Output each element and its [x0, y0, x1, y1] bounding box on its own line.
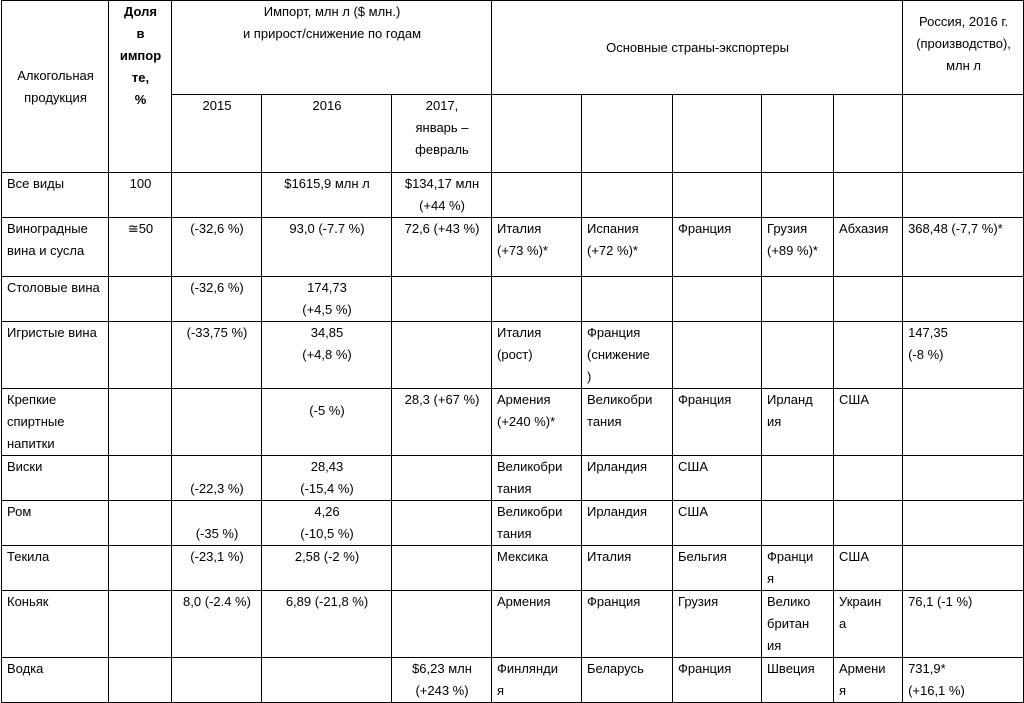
- cell-exporter: [834, 173, 903, 218]
- header-russia-line: Россия, 2016 г.: [918, 14, 1009, 29]
- cell-exporter: [673, 322, 762, 389]
- cell-2017: [392, 546, 492, 591]
- header-russia: [903, 1, 1024, 95]
- cell-2016: 174,73 (+4,5 %): [262, 277, 392, 322]
- cell-exporter: [673, 277, 762, 322]
- cell-share: ≅50: [109, 218, 172, 277]
- table-row: [2, 546, 1024, 591]
- cell-exporter: Армения: [492, 591, 582, 658]
- table-row: [2, 456, 1024, 501]
- table-row: [2, 218, 1024, 277]
- cell-exporter: [582, 173, 673, 218]
- cell-exporter: США: [834, 546, 903, 591]
- table-row: [2, 591, 1024, 658]
- cell-2015: [172, 389, 262, 456]
- cell-share: [109, 591, 172, 658]
- cell-2017: [392, 501, 492, 546]
- cell-exporter: Армени я: [834, 658, 903, 703]
- cell-exporter: Франци я: [762, 546, 834, 591]
- cell-exporter: [762, 277, 834, 322]
- cell-exporter: [582, 277, 673, 322]
- cell-russia: 731,9* (+16,1 %): [903, 658, 1024, 703]
- cell-exporter: [762, 322, 834, 389]
- table-row: [2, 501, 1024, 546]
- cell-exporter: [834, 456, 903, 501]
- header-year-2015: 2015: [172, 95, 262, 173]
- cell-2016: 34,85 (+4,8 %): [262, 322, 392, 389]
- cell-exporter: Италия (+73 %)*: [492, 218, 582, 277]
- table-row: [2, 322, 1024, 389]
- cell-exporter: Франция: [582, 591, 673, 658]
- header-blank: [903, 95, 1024, 173]
- cell-2017: 72,6 (+43 %): [392, 218, 492, 277]
- header-year-2017-line: январь –: [415, 120, 469, 135]
- header-exporters: Основные страны-экспортеры: [492, 1, 903, 95]
- header-russia-line: млн л: [946, 58, 982, 73]
- header-share: [109, 1, 172, 173]
- cell-2016: 4,26 (-10,5 %): [262, 501, 392, 546]
- table-row: [2, 658, 1024, 703]
- cell-russia: [903, 501, 1024, 546]
- header-blank: [582, 95, 673, 173]
- cell-2017: $134,17 млн (+44 %): [392, 173, 492, 218]
- header-blank: [762, 95, 834, 173]
- cell-2016: 6,89 (-21,8 %): [262, 591, 392, 658]
- cell-share: [109, 456, 172, 501]
- cell-exporter: Финлянди я: [492, 658, 582, 703]
- cell-exporter: США: [673, 501, 762, 546]
- table-row: [2, 389, 1024, 456]
- header-share-line: %: [134, 92, 147, 107]
- cell-exporter: [673, 173, 762, 218]
- cell-exporter: [762, 456, 834, 501]
- cell-2015: (-35 %): [172, 501, 262, 546]
- cell-share: [109, 277, 172, 322]
- cell-russia: 76,1 (-1 %): [903, 591, 1024, 658]
- cell-product: Текила: [2, 546, 109, 591]
- cell-exporter: Франция (снижение ): [582, 322, 673, 389]
- cell-exporter: Швеция: [762, 658, 834, 703]
- cell-exporter: Италия (рост): [492, 322, 582, 389]
- cell-exporter: [492, 173, 582, 218]
- header-blank: [834, 95, 903, 173]
- cell-russia: 368,48 (-7,7 %)*: [903, 218, 1024, 277]
- header-year-2016: 2016: [262, 95, 392, 173]
- cell-product: Столовые вина: [2, 277, 109, 322]
- cell-2015: (-23,1 %): [172, 546, 262, 591]
- cell-2016: 28,43 (-15,4 %): [262, 456, 392, 501]
- header-import-line2: и прирост/снижение по годам: [242, 26, 422, 41]
- cell-share: [109, 546, 172, 591]
- cell-exporter: США: [673, 456, 762, 501]
- cell-2016: 93,0 (-7.7 %): [262, 218, 392, 277]
- cell-share: [109, 501, 172, 546]
- header-year-2017-line: 2017,: [425, 98, 459, 113]
- header-year-2017: [392, 95, 492, 173]
- cell-exporter: Велико британ ия: [762, 591, 834, 658]
- cell-2015: 8,0 (-2.4 %): [172, 591, 262, 658]
- cell-exporter: Великобри тания: [492, 456, 582, 501]
- cell-2015: (-33,75 %): [172, 322, 262, 389]
- cell-2015: [172, 658, 262, 703]
- cell-2015: (-32,6 %): [172, 277, 262, 322]
- cell-exporter: Ирланд ия: [762, 389, 834, 456]
- cell-product: Коньяк: [2, 591, 109, 658]
- cell-exporter: Грузия: [673, 591, 762, 658]
- header-import: [172, 1, 492, 95]
- cell-exporter: Ирландия: [582, 456, 673, 501]
- cell-product: Виноградные вина и сусла: [2, 218, 109, 277]
- cell-exporter: Мексика: [492, 546, 582, 591]
- cell-exporter: США: [834, 389, 903, 456]
- header-import-line1: Импорт, млн л ($ млн.): [263, 4, 401, 19]
- cell-exporter: Абхазия: [834, 218, 903, 277]
- cell-share: 100: [109, 173, 172, 218]
- cell-product: Крепкие спиртные напитки: [2, 389, 109, 456]
- alcohol-import-table: [1, 0, 1024, 703]
- cell-share: [109, 322, 172, 389]
- cell-exporter: Франция: [673, 218, 762, 277]
- cell-exporter: Грузия (+89 %)*: [762, 218, 834, 277]
- cell-exporter: [762, 173, 834, 218]
- cell-exporter: Армения (+240 %)*: [492, 389, 582, 456]
- cell-russia: [903, 456, 1024, 501]
- cell-russia: [903, 173, 1024, 218]
- cell-product: Игристые вина: [2, 322, 109, 389]
- cell-exporter: Великобри тания: [492, 501, 582, 546]
- cell-2017: [392, 591, 492, 658]
- cell-exporter: Беларусь: [582, 658, 673, 703]
- header-share-line: в: [136, 26, 145, 41]
- cell-2017: 28,3 (+67 %): [392, 389, 492, 456]
- cell-product: Ром: [2, 501, 109, 546]
- cell-2015: (-22,3 %): [172, 456, 262, 501]
- table-row: [2, 277, 1024, 322]
- cell-2017: [392, 322, 492, 389]
- cell-exporter: [834, 322, 903, 389]
- cell-exporter: Украин а: [834, 591, 903, 658]
- cell-2017: [392, 456, 492, 501]
- cell-russia: [903, 389, 1024, 456]
- cell-russia: 147,35 (-8 %): [903, 322, 1024, 389]
- cell-product: Все виды: [2, 173, 109, 218]
- cell-exporter: Ирландия: [582, 501, 673, 546]
- header-blank: [492, 95, 582, 173]
- table-row: [2, 173, 1024, 218]
- cell-2016: (-5 %): [262, 389, 392, 456]
- cell-exporter: Франция: [673, 389, 762, 456]
- header-year-2017-line: февраль: [415, 142, 469, 157]
- cell-2016: $1615,9 млн л: [262, 173, 392, 218]
- header-share-line: Доля: [124, 4, 157, 19]
- cell-2015: (-32,6 %): [172, 218, 262, 277]
- cell-2016: [262, 658, 392, 703]
- header-share-line: те,: [131, 70, 150, 85]
- cell-exporter: [492, 277, 582, 322]
- cell-product: Водка: [2, 658, 109, 703]
- cell-2015: [172, 173, 262, 218]
- cell-russia: [903, 546, 1024, 591]
- cell-2016: 2,58 (-2 %): [262, 546, 392, 591]
- cell-2017: [392, 277, 492, 322]
- cell-exporter: Великобри тания: [582, 389, 673, 456]
- cell-exporter: Франция: [673, 658, 762, 703]
- cell-exporter: Италия: [582, 546, 673, 591]
- cell-share: [109, 389, 172, 456]
- header-product: Алкогольная продукция: [2, 1, 109, 173]
- cell-exporter: [834, 501, 903, 546]
- cell-product: Виски: [2, 456, 109, 501]
- cell-exporter: [762, 501, 834, 546]
- cell-exporter: [834, 277, 903, 322]
- header-blank: [673, 95, 762, 173]
- cell-2017: $6,23 млн (+243 %): [392, 658, 492, 703]
- header-russia-line: (производство),: [916, 36, 1011, 51]
- header-share-line: импор: [119, 48, 162, 63]
- cell-exporter: Испания (+72 %)*: [582, 218, 673, 277]
- cell-share: [109, 658, 172, 703]
- cell-exporter: Бельгия: [673, 546, 762, 591]
- cell-russia: [903, 277, 1024, 322]
